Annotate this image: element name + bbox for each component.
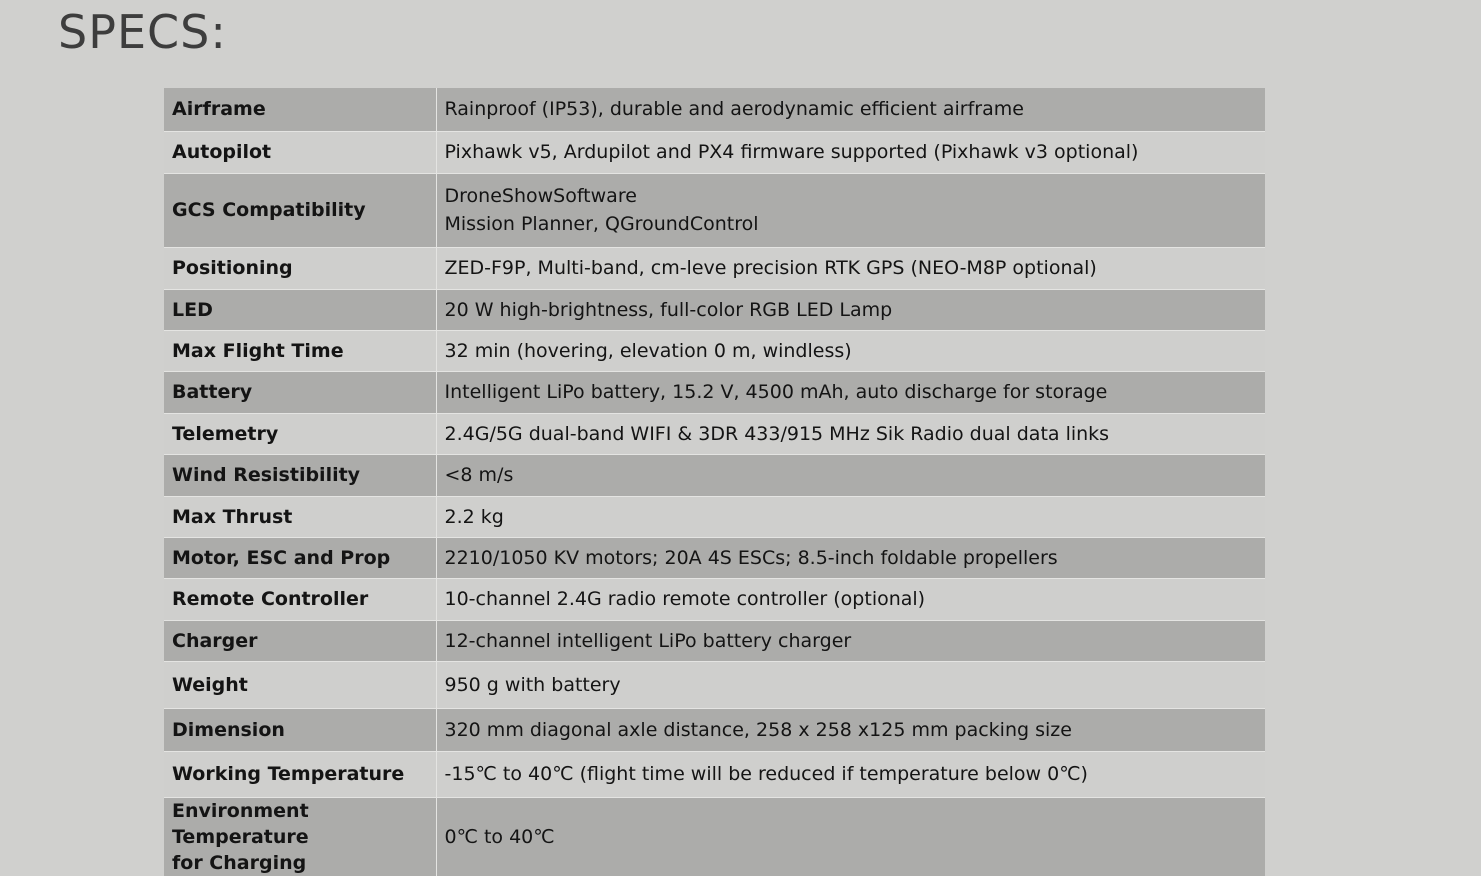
spec-label-cell	[164, 797, 436, 876]
spec-value-cell	[436, 88, 1265, 131]
spec-value: 320 mm diagonal axle distance, 258 x 258 x125 mm packing size	[444, 718, 1072, 741]
spec-label-cell	[164, 247, 436, 289]
spec-label-cell	[164, 330, 436, 371]
spec-label: Wind Resistibility	[172, 464, 361, 486]
table-row	[164, 751, 1265, 797]
table-row	[164, 620, 1265, 661]
spec-label: Autopilot	[172, 141, 272, 163]
spec-label-cell	[164, 413, 436, 454]
specs-table-body	[164, 88, 1265, 876]
table-row	[164, 371, 1265, 413]
spec-label-cell	[164, 578, 436, 620]
spec-value-cell	[436, 454, 1265, 496]
spec-label: Telemetry	[172, 422, 279, 445]
spec-label-cell	[164, 173, 436, 247]
spec-value: 2.4G/5G dual-band WIFI & 3DR 433/915 MHz Sik Radio dual data links	[444, 422, 1110, 445]
spec-value-cell	[436, 537, 1265, 578]
spec-label: Remote Controller	[172, 588, 369, 610]
spec-value: 2.2 kg	[444, 505, 504, 528]
table-row	[164, 708, 1265, 751]
spec-label: GCS Compatibility	[172, 199, 366, 221]
spec-value: Intelligent LiPo battery, 15.2 V, 4500 mAh, auto discharge for storage	[444, 381, 1108, 403]
spec-value-cell	[436, 289, 1265, 330]
page-title: SPECS:	[58, 5, 227, 59]
spec-label: Motor, ESC and Prop	[172, 546, 391, 569]
table-row	[164, 289, 1265, 330]
spec-label-cell	[164, 454, 436, 496]
spec-label: Airframe	[172, 98, 266, 121]
spec-value-cell	[436, 661, 1265, 708]
spec-value: 20 W high-brightness, full-color RGB LED Lamp	[444, 298, 893, 321]
spec-value-cell	[436, 173, 1265, 247]
spec-value-cell	[436, 708, 1265, 751]
spec-label-cell	[164, 289, 436, 330]
spec-value-cell	[436, 578, 1265, 620]
spec-label-cell	[164, 620, 436, 661]
spec-label-cell	[164, 751, 436, 797]
table-row	[164, 797, 1265, 876]
spec-value: <8 m/s	[444, 464, 514, 486]
spec-value: 32 min (hovering, elevation 0 m, windless)	[444, 339, 852, 362]
spec-label: Max Flight Time	[172, 339, 344, 362]
spec-value-cell	[436, 247, 1265, 289]
spec-value: 0℃ to 40℃	[444, 825, 555, 848]
specs-table	[164, 88, 1265, 876]
table-row	[164, 537, 1265, 578]
spec-value-cell	[436, 371, 1265, 413]
spec-label-cell	[164, 496, 436, 537]
spec-value: DroneShowSoftware	[444, 185, 637, 207]
spec-value: 10-channel 2.4G radio remote controller (optional)	[444, 588, 926, 610]
spec-label: Charger	[172, 629, 258, 652]
table-row	[164, 88, 1265, 131]
table-row	[164, 661, 1265, 708]
spec-value-cell	[436, 620, 1265, 661]
spec-label-cell	[164, 371, 436, 413]
table-row	[164, 131, 1265, 173]
spec-label-cell	[164, 537, 436, 578]
spec-label-cell	[164, 661, 436, 708]
table-row	[164, 173, 1265, 247]
table-row	[164, 578, 1265, 620]
spec-label-cell	[164, 708, 436, 751]
spec-label: Max Thrust	[172, 505, 293, 528]
spec-value-cell	[436, 131, 1265, 173]
spec-label: Environment Temperature	[172, 799, 309, 848]
table-row	[164, 330, 1265, 371]
spec-label: Positioning	[172, 257, 293, 279]
spec-value-cell	[436, 797, 1265, 876]
spec-value-cell	[436, 751, 1265, 797]
spec-label: LED	[172, 298, 213, 321]
table-row	[164, 454, 1265, 496]
spec-value: 2210/1050 KV motors; 20A 4S ESCs; 8.5-inch foldable propellers	[444, 546, 1058, 569]
spec-value: 950 g with battery	[444, 673, 621, 696]
table-row	[164, 247, 1265, 289]
spec-value: Pixhawk v5, Ardupilot and PX4 firmware supported (Pixhawk v3 optional)	[444, 141, 1139, 163]
spec-label: Working Temperature	[172, 763, 405, 785]
spec-value-cell	[436, 496, 1265, 537]
spec-value: -15℃ to 40℃ (flight time will be reduced if temperature below 0℃)	[444, 763, 1088, 785]
spec-value: Rainproof (IP53), durable and aerodynamic efficient airframe	[444, 98, 1024, 121]
spec-label: Battery	[172, 381, 253, 403]
table-row	[164, 413, 1265, 454]
spec-label: Weight	[172, 673, 248, 696]
spec-label: Dimension	[172, 718, 285, 741]
spec-value-cell	[436, 413, 1265, 454]
spec-value: 12-channel intelligent LiPo battery charger	[444, 629, 852, 652]
spec-value: Mission Planner, QGroundControl	[444, 213, 759, 235]
spec-label-cell	[164, 88, 436, 131]
spec-value: ZED-F9P, Multi-band, cm-leve precision RTK GPS (NEO-M8P optional)	[444, 257, 1097, 279]
spec-value-cell	[436, 330, 1265, 371]
spec-label-cell	[164, 131, 436, 173]
table-row	[164, 496, 1265, 537]
spec-label: for Charging	[172, 851, 307, 874]
